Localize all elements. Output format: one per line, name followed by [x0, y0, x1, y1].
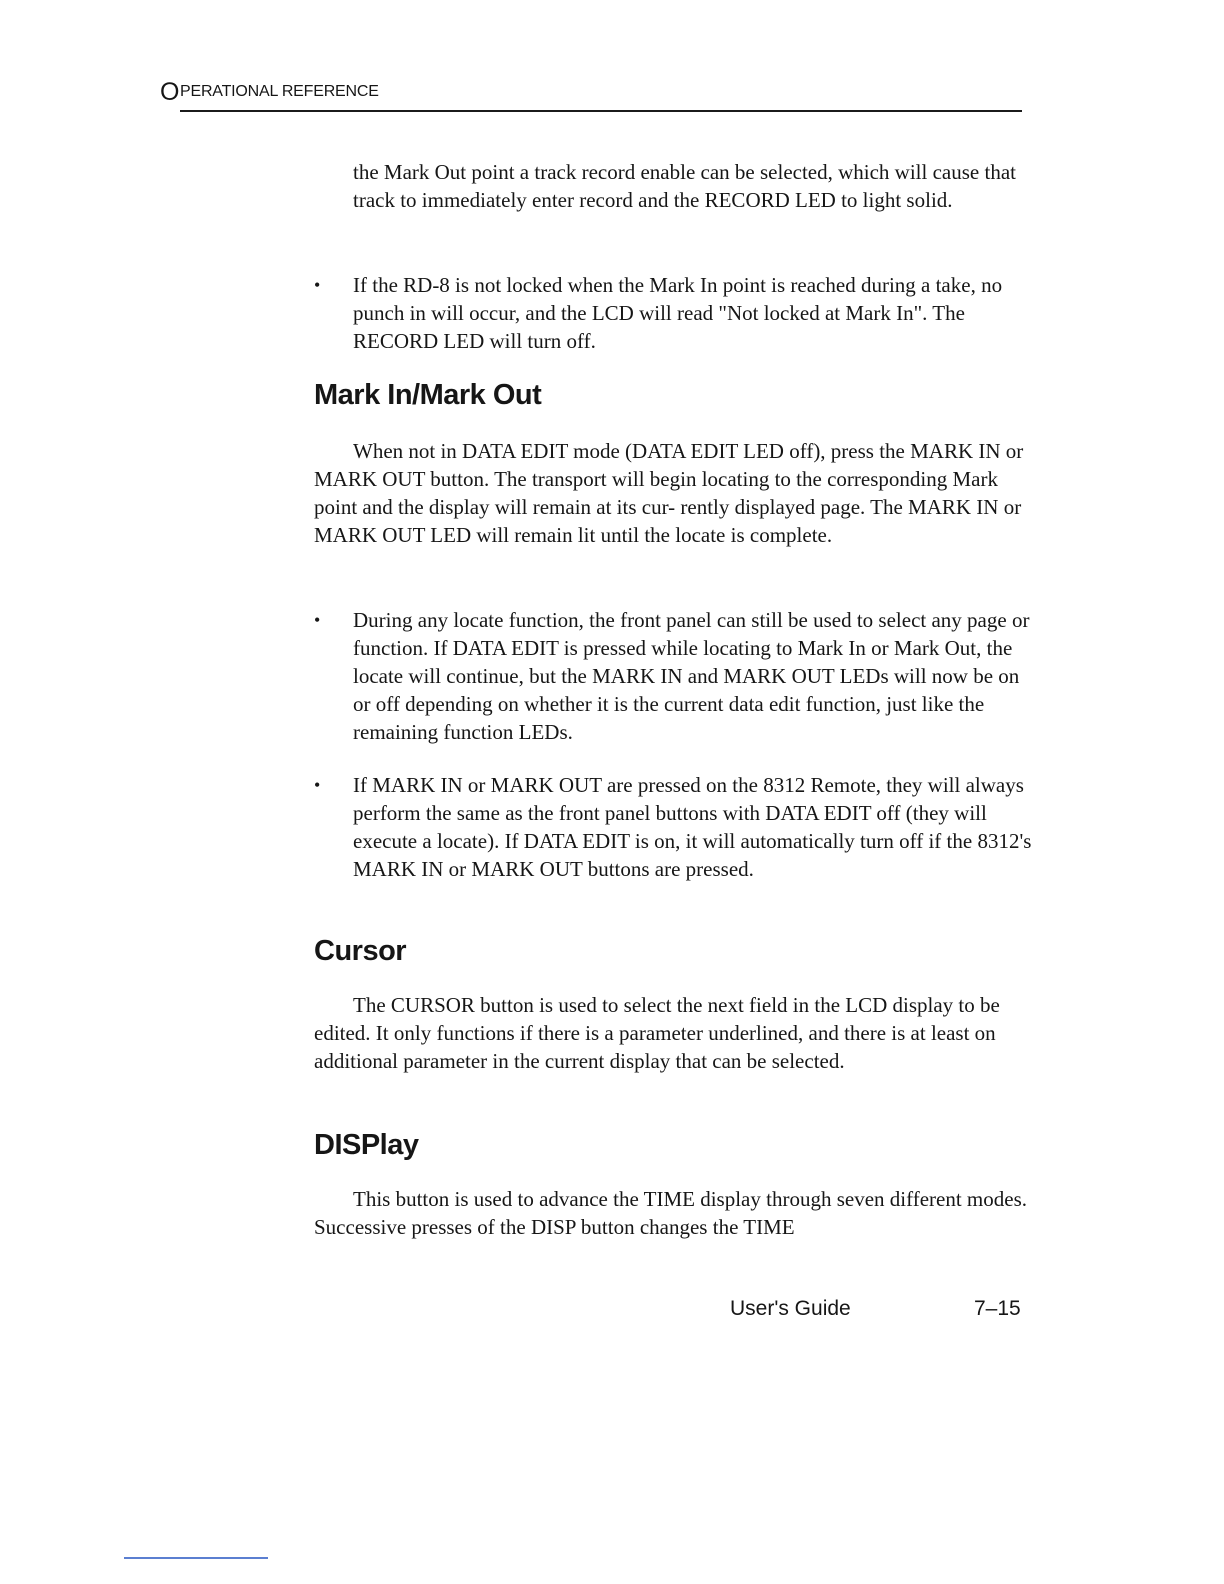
header-rule	[180, 110, 1022, 112]
heading-mark-in-mark-out: Mark In/Mark Out	[314, 379, 542, 411]
header-title: PERATIONAL REFERENCE	[180, 83, 379, 100]
intro-bullet: If the RD-8 is not locked when the Mark In point is reached during a take, no punch in will occur, and the LCD will read "Not locked at Mark In". The RECORD LED will turn off.	[353, 273, 1003, 353]
mark-bullet-1: During any locate function, the front panel can still be used to select any page or function. If DATA EDIT is pressed while locating to Mark In or Mark Out, the locate will continue, but the MARK IN and MARK OUT LEDs will now be on or off depending on whether it is the current data edit function, just like the remaining function LEDs.	[353, 608, 1030, 744]
footer-guide-title: User's Guide	[730, 1297, 851, 1320]
heading-display: DISPlay	[314, 1129, 419, 1161]
heading-cursor: Cursor	[314, 935, 407, 967]
display-paragraph: This button is used to advance the TIME display through seven different modes. Successive presses of the DISP button changes the TIME	[314, 1187, 1028, 1239]
cursor-paragraph: The CURSOR button is used to select the next field in the LCD display to be edited. It only functions if there is a parameter underlined, and there is at least on additional parameter in the current display that can be selected.	[314, 993, 1000, 1073]
mark-paragraph: When not in DATA EDIT mode (DATA EDIT LED off), press the MARK IN or MARK OUT button. The transport will begin locating to the corresponding Mark point and the display will remain at its cur- rently displayed page. The MARK IN or MARK OUT LED will remain lit until the locate is complete.	[314, 439, 1024, 547]
scan-mark	[124, 1557, 268, 1559]
header-initial: O	[160, 78, 180, 106]
bullet-dot: •	[314, 275, 321, 295]
mark-bullet-2: If MARK IN or MARK OUT are pressed on the 8312 Remote, they will always perform the same as the front panel buttons with DATA EDIT off (they will execute a locate). If DATA EDIT is on, it will automatically turn off if the 8312's MARK IN or MARK OUT buttons are pressed.	[353, 773, 1032, 881]
bullet-dot: •	[314, 610, 321, 630]
footer-page-number: 7–15	[974, 1297, 1021, 1320]
intro-paragraph: the Mark Out point a track record enable can be selected, which will cause that track to immediately enter record and the RECORD LED to light solid.	[353, 160, 1016, 212]
bullet-dot: •	[314, 775, 321, 795]
page-header	[160, 74, 1022, 114]
